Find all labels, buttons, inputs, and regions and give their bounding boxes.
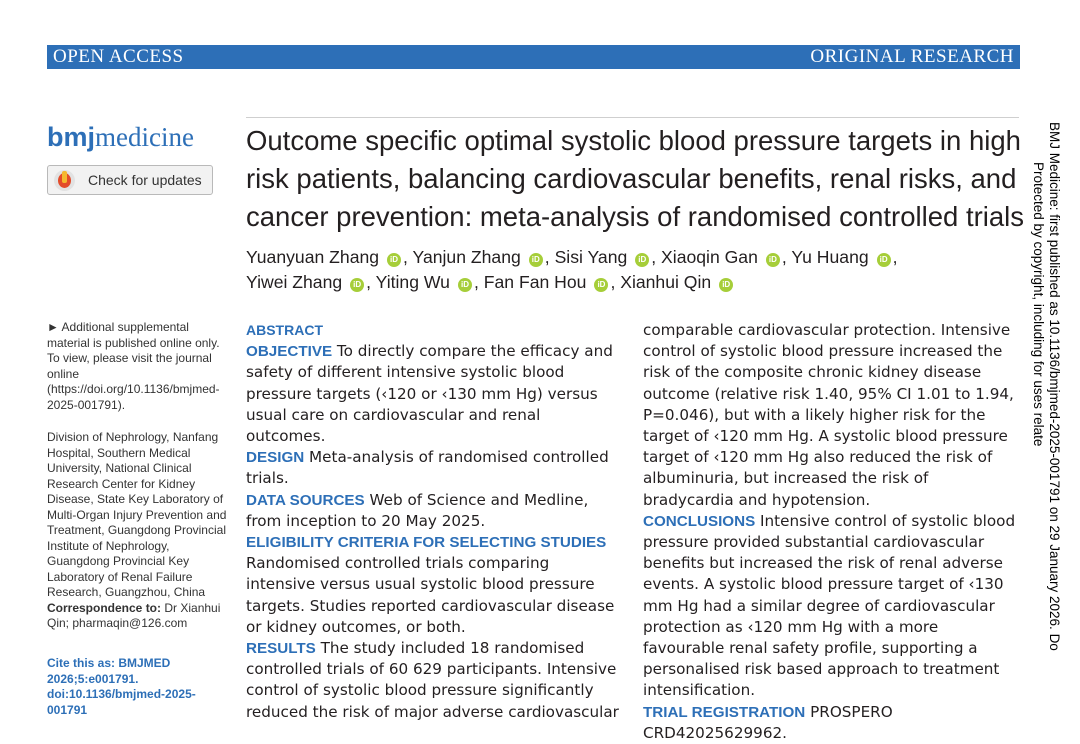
correspondence-text: Dr Xianhui Qin; pharmaqin@126.com xyxy=(47,600,221,630)
author-name[interactable]: Yiting Wu xyxy=(375,272,450,292)
orcid-icon[interactable]: iD xyxy=(719,278,733,292)
affiliation-text: Division of Nephrology, Nanfang Hospital, Southern Medical University, National Clinical Research Center for Kidney Disease, State Key Laboratory of Multi-Organ Injury Prevention and Treatment, Guangdong Provincial Institute of Nephrology, Guangdong Provincial Key Laboratory of Renal Failure Research, Guangzhou, China xyxy=(47,430,227,599)
abstract-column-left xyxy=(246,320,621,723)
author-name[interactable]: Fan Fan Hou xyxy=(483,272,587,292)
author-name[interactable]: Yiwei Zhang xyxy=(246,272,343,292)
design-heading: DESIGN xyxy=(246,449,305,467)
author-name[interactable]: Yanjun Zhang xyxy=(412,247,521,267)
journal-logo[interactable]: bmjmedicine xyxy=(47,122,194,152)
abstract-column-right xyxy=(643,320,1023,744)
author-name[interactable]: Xiaoqin Gan xyxy=(661,247,758,267)
eligibility-heading: ELIGIBILITY CRITERIA FOR SELECTING STUDIES xyxy=(246,534,607,552)
author-name[interactable]: Sisi Yang xyxy=(554,247,628,267)
correspondence-label: Correspondence to: xyxy=(47,600,162,615)
article-type-label: ORIGINAL RESEARCH xyxy=(810,46,1014,67)
trial-registration-text: PROSPERO CRD42025629962. xyxy=(643,702,893,742)
trial-registration-heading: TRIAL REGISTRATION xyxy=(643,703,806,721)
margin-note-line2: Protected by copyright, including for uses relate xyxy=(1031,162,1046,447)
author-name[interactable]: Yuanyuan Zhang xyxy=(246,247,380,267)
author-name[interactable]: Yu Huang xyxy=(791,247,869,267)
orcid-icon[interactable]: iD xyxy=(877,253,891,267)
results-text-continued: comparable cardiovascular protection. Intensive control of systolic blood pressure increased the risk of the composite chronic kidney disease outcome (relative risk 1.40, 95% CI 1.01 to 1.94, P=0.046), but with a likely higher risk for the target of ‹120 mm Hg. A systolic blood pressure target of ‹120 mm Hg also reduced the risk of albuminuria, but increased the risk of bradycardia and hypotension. xyxy=(643,321,1014,509)
abstract-heading: ABSTRACT xyxy=(246,322,323,338)
orcid-icon[interactable]: iD xyxy=(529,253,543,267)
orcid-icon[interactable]: iD xyxy=(635,253,649,267)
conclusions-text: Intensive control of systolic blood pressure provided substantial cardiovascular benefits but increased the risk of renal adverse events. A systolic blood pressure target of ‹130 mm Hg had a similar degree of cardiovascular protection as ‹120 mm Hg with a more favourable renal safety profile, supporting a personalised risk based approach to treatment intensification. xyxy=(643,511,1016,700)
objective-heading: OBJECTIVE xyxy=(246,343,333,361)
vertical-margin-note xyxy=(1030,122,1062,651)
conclusions-heading: CONCLUSIONS xyxy=(643,512,756,530)
citation-note: Cite this as: BMJMED 2026;5:e001791. doi:10.1136/bmjmed-2025-001791 xyxy=(47,656,196,717)
check-for-updates-label: Check for updates xyxy=(88,172,202,188)
data-sources-text: Web of Science and Medline, from inception to 20 May 2025. xyxy=(246,490,589,530)
supplemental-note: ► Additional supplemental material is published online only. To view, please visit the journal online (https://doi.org/10.1136/bmjmed-2025-001791). xyxy=(47,320,220,412)
data-sources-heading: DATA SOURCES xyxy=(246,491,365,509)
design-text: Meta-analysis of randomised controlled trials. xyxy=(246,448,609,488)
orcid-icon[interactable]: iD xyxy=(387,253,401,267)
author-name[interactable]: Xianhui Qin xyxy=(620,272,712,292)
orcid-icon[interactable]: iD xyxy=(350,278,364,292)
results-heading: RESULTS xyxy=(246,640,316,658)
article-title: Outcome specific optimal systolic blood pressure targets in high risk patients, balancing cardiovascular benefits, renal risks, and cancer prevention: meta-analysis of randomised controlled trials xyxy=(246,125,1025,232)
margin-note-line1: BMJ Medicine: first published as 10.1136/bmjmed-2025-001791 on 29 January 2026. Do xyxy=(1047,122,1062,651)
open-access-label: OPEN ACCESS xyxy=(53,46,184,67)
title-divider xyxy=(246,117,1019,118)
check-for-updates-button[interactable] xyxy=(47,165,213,195)
eligibility-text: Randomised controlled trials comparing intensive versus usual systolic blood pressure targets. Studies reported cardiovascular disease or kidney outcomes, or both. xyxy=(246,554,615,636)
objective-text: To directly compare the efficacy and safety of different intensive systolic blood pressure targets (‹120 or ‹130 mm Hg) versus usual care on cardiovascular and renal outcomes. xyxy=(246,342,613,446)
journal-header-bar xyxy=(47,45,1020,69)
orcid-icon[interactable]: iD xyxy=(766,253,780,267)
author-list: Yuanyuan Zhang iD , Yanjun Zhang iD , Sisi Yang iD , Xiaoqin Gan iD , Yu Huang iD , Yiwei Zhang iD , Yiting Wu iD , Fan Fan Hou iD , Xianhui Qin iD xyxy=(246,247,898,292)
results-text: The study included 18 randomised controlled trials of 60 629 participants. Intensive control of systolic blood pressure significantly reduced the risk of major adverse cardiovascular xyxy=(246,639,619,721)
crossmark-icon xyxy=(54,170,75,191)
affiliation-block xyxy=(47,430,227,632)
orcid-icon[interactable]: iD xyxy=(458,278,472,292)
orcid-icon[interactable]: iD xyxy=(594,278,608,292)
